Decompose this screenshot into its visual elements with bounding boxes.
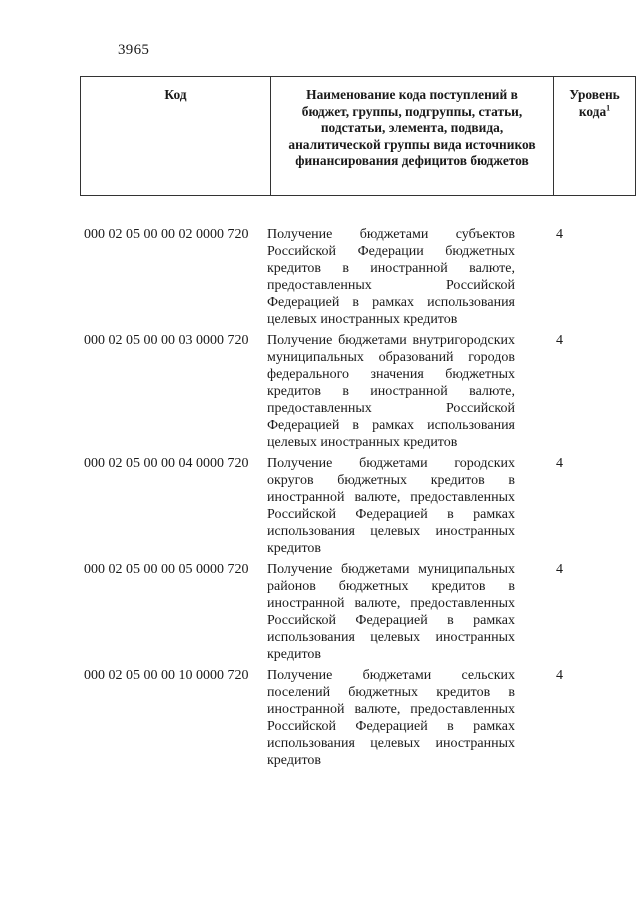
table-row (80, 667, 596, 769)
header-level-label: Уровень кода (569, 87, 620, 119)
table-row (80, 332, 596, 451)
row-code: 000 02 05 00 00 02 0000 720 (84, 227, 249, 242)
table-row (80, 561, 596, 663)
row-name: Получение бюджетами субъектов Российской Федерации бюджетных кредитов в иностранной валюте, предоставленных Российской Федерацией в рамках использования целевых иностранных кредитов (267, 227, 515, 327)
table-row (80, 455, 596, 557)
code-list (80, 226, 596, 773)
row-name: Получение бюджетами внутригородских муниципальных образований городов федерального значения бюджетных кредитов в иностранной валюте, предоставленных Российской Федерацией в рамках использования целевых иностранных кредитов (267, 333, 515, 450)
header-code: Код (81, 77, 271, 196)
header-level (554, 77, 636, 196)
row-level: 4 (556, 227, 563, 242)
header-row (81, 77, 636, 196)
row-level: 4 (556, 456, 563, 471)
row-level: 4 (556, 668, 563, 683)
row-level: 4 (556, 562, 563, 577)
header-name: Наименование кода поступлений в бюджет, группы, подгруппы, статьи, подстатьи, элемента, подвида, аналитической группы вида источников финансирования дефицитов бюджетов (271, 77, 554, 196)
row-name: Получение бюджетами муниципальных районов бюджетных кредитов в иностранной валюте, предоставленных Российской Федерацией в рамках использования целевых иностранных кредитов (267, 562, 515, 662)
page-number: 3965 (118, 42, 150, 58)
row-level: 4 (556, 333, 563, 348)
row-code: 000 02 05 00 00 04 0000 720 (84, 456, 249, 471)
row-code: 000 02 05 00 00 05 0000 720 (84, 562, 249, 577)
row-name: Получение бюджетами сельских поселений бюджетных кредитов в иностранной валюте, предоставленных Российской Федерацией в рамках использования целевых иностранных кредитов (267, 668, 515, 768)
row-name: Получение бюджетами городских округов бюджетных кредитов в иностранной валюте, предоставленных Российской Федерацией в рамках использования целевых иностранных кредитов (267, 456, 515, 556)
header-table (80, 76, 636, 196)
table-row (80, 226, 596, 328)
footnote-marker: 1 (606, 103, 611, 113)
row-code: 000 02 05 00 00 03 0000 720 (84, 333, 249, 348)
row-code: 000 02 05 00 00 10 0000 720 (84, 668, 249, 683)
